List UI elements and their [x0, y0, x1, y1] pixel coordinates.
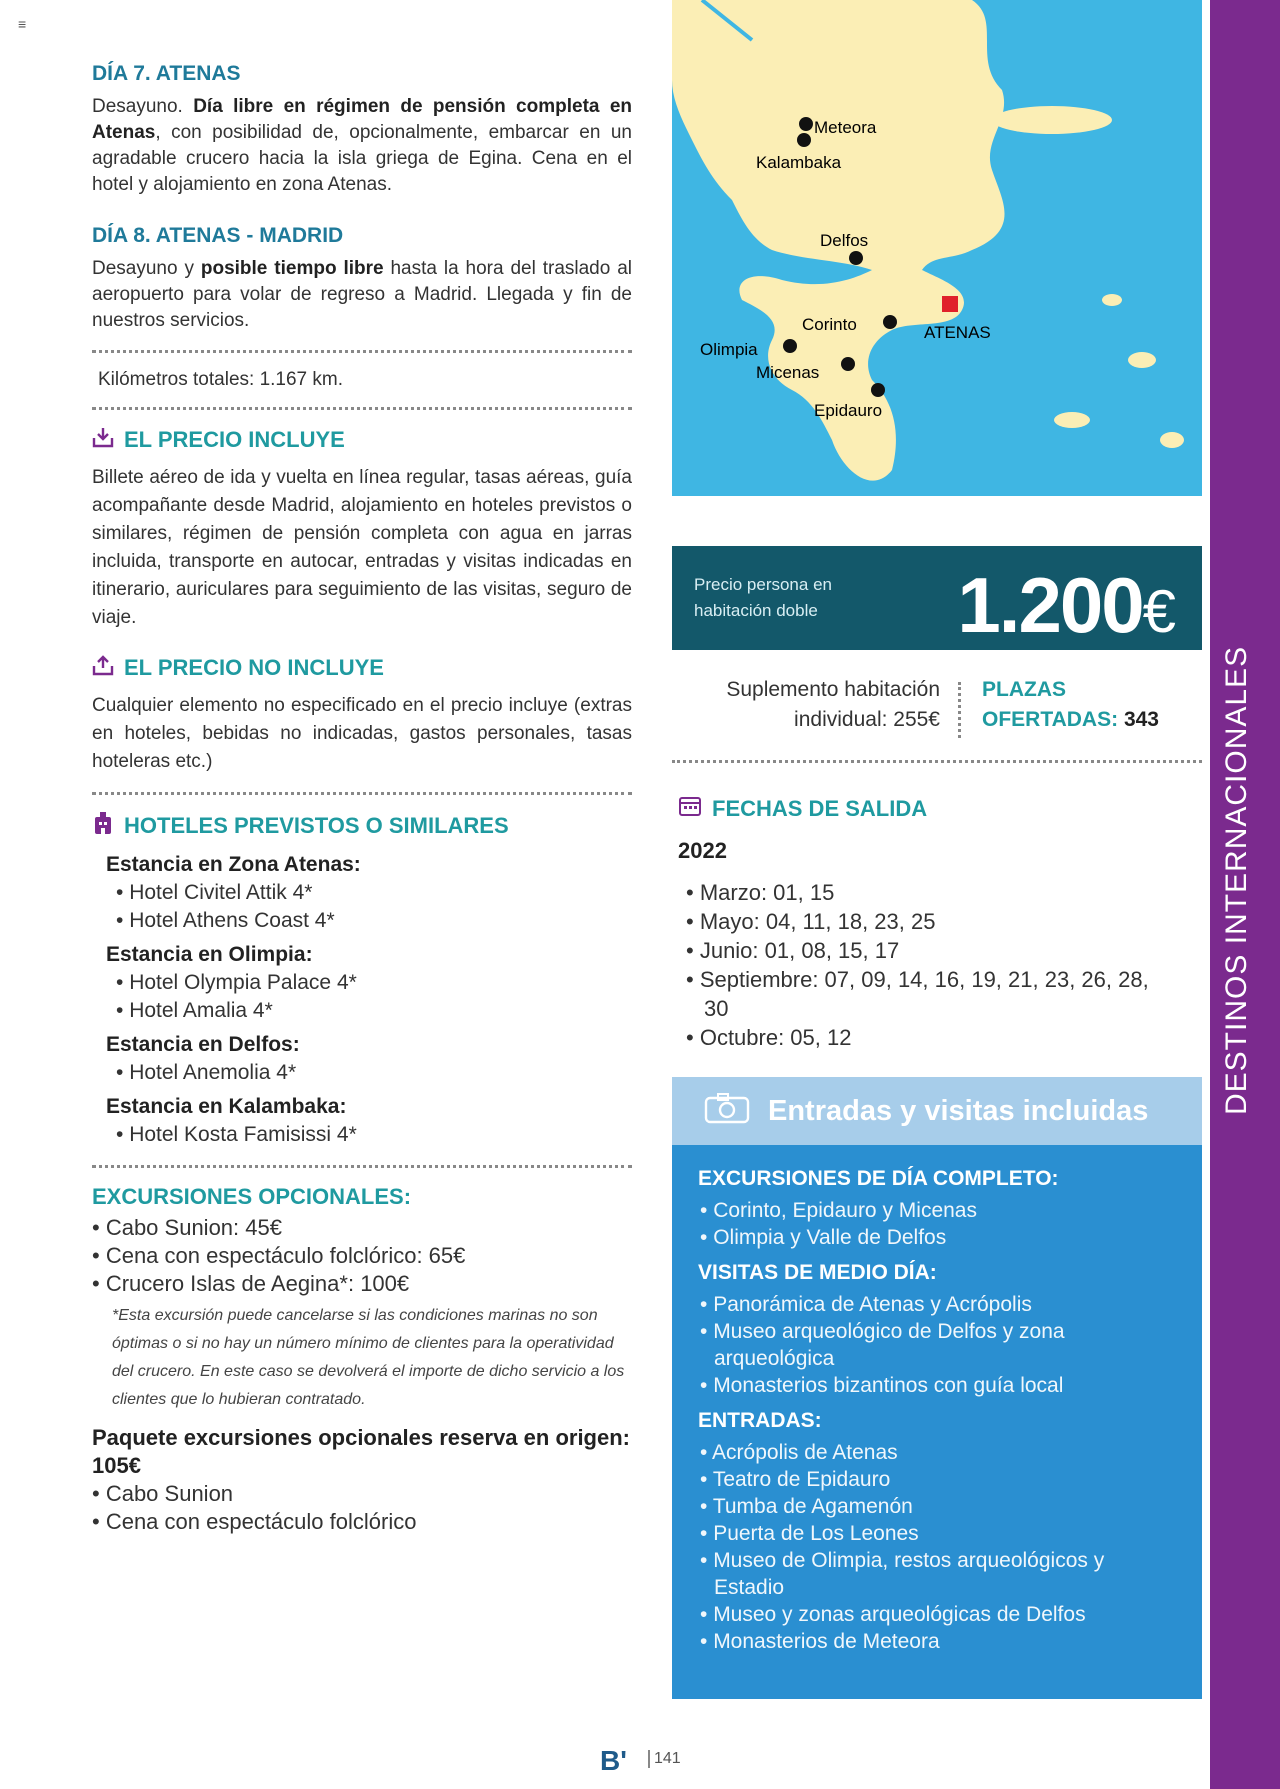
entries-title: ENTRADAS:: [698, 1409, 822, 1432]
city-label: ATENAS: [924, 323, 991, 342]
optional-item: • Crucero Islas de Aegina*: 100€: [92, 1270, 632, 1298]
visits-title: Entradas y visitas incluidas: [768, 1094, 1149, 1127]
visits-body: [672, 1145, 1202, 1655]
visits-box: [672, 1077, 1202, 1699]
city-label: Olimpia: [700, 340, 758, 359]
upload-tray-icon: [92, 654, 114, 682]
divider: [92, 407, 632, 410]
excludes-text: Cualquier elemento no especificado en el precio incluye (extras en hoteles, bebidas no indicadas, gastos personales, tasas hoteleras etc.): [92, 695, 632, 772]
hotel-building-icon: [92, 811, 114, 841]
city-dot: [797, 133, 811, 147]
day7-text: Desayuno. Día libre en régimen de pensión completa en Atenas, con posibilidad de, opcionalmente, embarcar en un agradable crucero hacia la isla griega de Egina. Cena en el hotel y alojamiento en zona Atenas.: [92, 96, 632, 195]
half-day-list: [698, 1291, 1178, 1399]
corner-mark: ≡: [18, 16, 27, 32]
city-dot: [841, 357, 855, 371]
hotel-item: • Hotel Civitel Attik 4*: [116, 881, 313, 904]
city-label: Meteora: [814, 118, 877, 137]
island-shape: [1128, 352, 1156, 368]
departure-item: • Octubre: 05, 12: [684, 1023, 1164, 1052]
departures-list: [684, 878, 1164, 1052]
package-item: • Cena con espectáculo folclórico: [92, 1508, 632, 1536]
visit-item: • Tumba de Agamenón: [698, 1493, 1178, 1520]
departure-item: • Septiembre: 07, 09, 14, 16, 19, 21, 23, 26, 28, 30: [684, 965, 1164, 1023]
excludes-title: EL PRECIO NO INCLUYE: [92, 654, 632, 682]
calendar-icon: [678, 795, 702, 823]
divider: [92, 1165, 632, 1168]
supplement-info: Suplemento habitación individual: 255€: [726, 678, 940, 731]
km-total: Kilómetros totales: 1.167 km.: [98, 369, 343, 390]
entries-list: [698, 1439, 1178, 1655]
hotel-stay: Estancia en Zona Atenas:: [106, 853, 361, 876]
city-label: Micenas: [756, 363, 820, 382]
includes-text: Billete aéreo de ida y vuelta en línea regular, tasas aéreas, guía acompañante desde Madrid, alojamiento en hoteles previstos o similares, régimen de pensión completa con agua en jarras incluida, transporte en autocar, entradas y visitas indicadas en itinerario, auriculares para seguimiento de las visitas, seguro de viaje.: [92, 467, 632, 628]
full-day-title: EXCURSIONES DE DÍA COMPLETO:: [698, 1167, 1059, 1190]
hotel-item: • Hotel Anemolia 4*: [116, 1061, 297, 1084]
visit-item: • Teatro de Epidauro: [698, 1466, 1178, 1493]
hotel-stay: Estancia en Kalambaka:: [106, 1095, 347, 1118]
city-label: Kalambaka: [756, 153, 842, 172]
divider: [958, 682, 961, 738]
package-item: • Cabo Sunion: [92, 1480, 632, 1508]
hotel-item: • Hotel Olympia Palace 4*: [116, 971, 357, 994]
departure-item: • Marzo: 01, 15: [684, 878, 1164, 907]
download-tray-icon: [92, 426, 114, 454]
visit-item: • Puerta de Los Leones: [698, 1520, 1178, 1547]
full-day-list: [698, 1197, 1178, 1251]
visit-item: • Museo arqueológico de Delfos y zona arqueológica: [698, 1318, 1178, 1372]
city-dot: [783, 339, 797, 353]
price-box: [672, 546, 1202, 650]
package-title: Paquete excursiones opcionales reserva en origen: 105€: [92, 1425, 630, 1478]
city-dot: [799, 117, 813, 131]
visit-item: • Panorámica de Atenas y Acrópolis: [698, 1291, 1178, 1318]
divider: [92, 792, 632, 795]
optional-note: *Esta excursión puede cancelarse si las condiciones marinas no son óptimas o si no hay un número mínimo de clientes para la operatividad del crucero. En este caso se devolverá el importe de dicho servicio a los clientes que lo hubieran contratado.: [112, 1307, 625, 1408]
visit-item: • Museo de Olimpia, restos arqueológicos y Estadio: [698, 1547, 1178, 1601]
includes-title: EL PRECIO INCLUYE: [92, 426, 632, 454]
left-column: [92, 62, 632, 1536]
optional-title: EXCURSIONES OPCIONALES:: [92, 1184, 412, 1209]
city-dot: [883, 315, 897, 329]
hotel-item: • Hotel Amalia 4*: [116, 999, 273, 1022]
places-offered: PLAZAS OFERTADAS: 343: [982, 678, 1159, 731]
city-dot: [871, 383, 885, 397]
optional-list: [92, 1214, 632, 1298]
map-graphic: [672, 0, 1202, 496]
divider: [672, 760, 1202, 763]
hotel-stay: Estancia en Olimpia:: [106, 943, 313, 966]
greece-map: [672, 0, 1202, 496]
visit-item: • Olimpia y Valle de Delfos: [698, 1224, 1178, 1251]
capital-marker: [942, 296, 958, 312]
page-number: 141: [648, 1750, 681, 1768]
package-list: [92, 1480, 632, 1536]
sidebar-label: DESTINOS INTERNACIONALES: [1220, 645, 1253, 1115]
hotel-stay: Estancia en Delfos:: [106, 1033, 300, 1056]
day8-text: Desayuno y posible tiempo libre hasta la hora del traslado al aeropuerto para volar de regreso a Madrid. Llegada y fin de nuestros servicios.: [92, 258, 632, 331]
hotel-item: • Hotel Athens Coast 4*: [116, 909, 335, 932]
hotel-item: • Hotel Kosta Famisissi 4*: [116, 1123, 357, 1146]
departure-item: • Mayo: 04, 11, 18, 23, 25: [684, 907, 1164, 936]
hotel-list: [106, 851, 632, 1149]
island-shape: [1102, 294, 1122, 306]
hotels-title: HOTELES PREVISTOS O SIMILARES: [92, 811, 632, 841]
visit-item: • Museo y zonas arqueológicas de Delfos: [698, 1601, 1178, 1628]
price-label: Precio persona en habitación doble: [694, 575, 832, 620]
divider: [92, 350, 632, 353]
city-label: Corinto: [802, 315, 857, 334]
visit-item: • Acrópolis de Atenas: [698, 1439, 1178, 1466]
city-label: Delfos: [820, 231, 869, 250]
departure-item: • Junio: 01, 08, 15, 17: [684, 936, 1164, 965]
island-shape: [1054, 412, 1090, 428]
departures-title: FECHAS DE SALIDA: [678, 795, 927, 823]
visit-item: • Monasterios bizantinos con guía local: [698, 1372, 1178, 1399]
price-amount: 1.200€: [957, 561, 1174, 649]
visit-item: • Corinto, Epidauro y Micenas: [698, 1197, 1178, 1224]
visit-item: • Monasterios de Meteora: [698, 1628, 1178, 1655]
ticket-icon: [704, 1092, 750, 1131]
brand-logo: B': [600, 1745, 627, 1776]
city-dot: [849, 251, 863, 265]
half-day-title: VISITAS DE MEDIO DÍA:: [698, 1261, 937, 1284]
day8-title: DÍA 8. ATENAS - MADRID: [92, 224, 344, 247]
optional-item: • Cabo Sunion: 45€: [92, 1214, 632, 1242]
departures-year: 2022: [678, 838, 727, 863]
city-label: Epidauro: [814, 401, 883, 420]
island-shape: [992, 106, 1112, 134]
optional-item: • Cena con espectáculo folclórico: 65€: [92, 1242, 632, 1270]
day7-title: DÍA 7. ATENAS: [92, 62, 241, 85]
island-shape: [1160, 432, 1184, 448]
visits-header: [672, 1077, 1202, 1145]
